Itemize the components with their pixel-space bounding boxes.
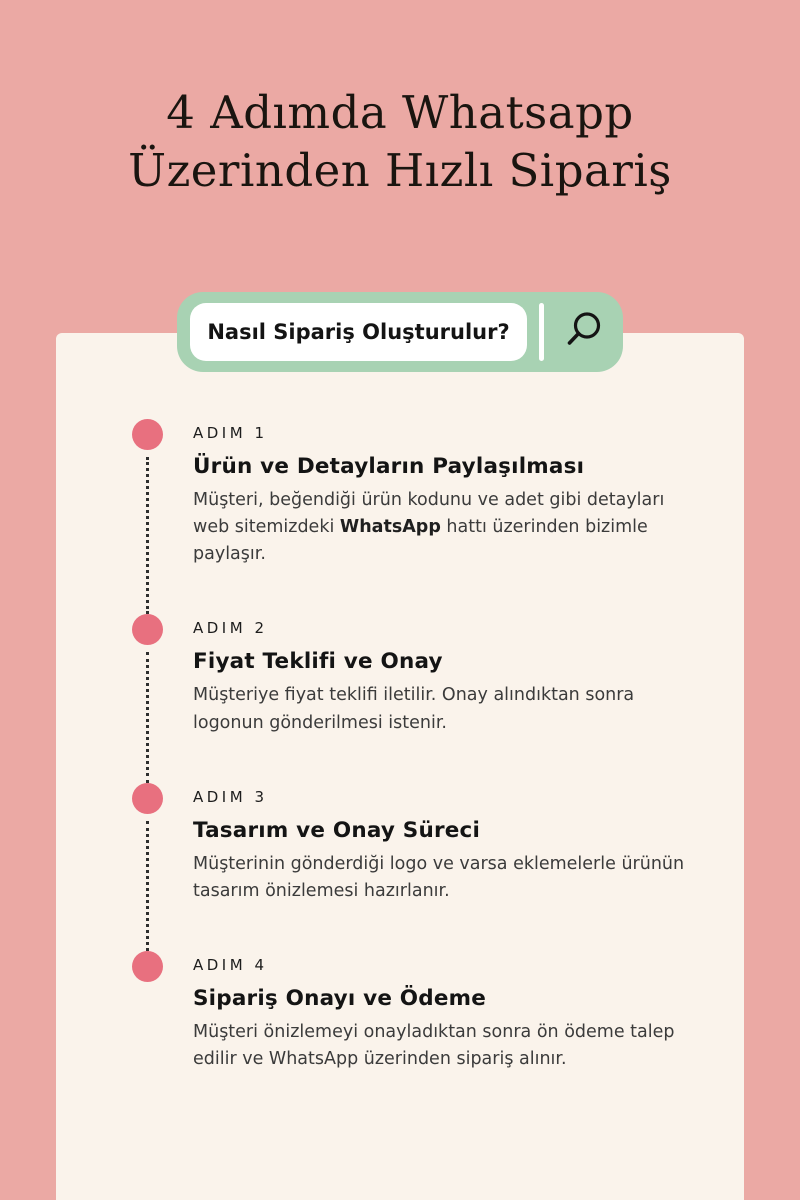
step-3-body	[193, 851, 690, 951]
steps-timeline	[56, 333, 744, 1103]
step-4-title: Sipariş Onayı ve Ödeme	[193, 985, 487, 1011]
step-3-marker	[131, 783, 163, 951]
step-4-marker	[131, 951, 163, 1073]
search-input[interactable]: Nasıl Sipariş Oluşturulur?	[190, 303, 527, 361]
timeline-dot	[132, 419, 163, 450]
search-button[interactable]	[556, 303, 610, 361]
page-title	[0, 84, 800, 199]
step-3-body-text: Müşterinin gönderdiği logo ve varsa eklemelerle ürünün tasarım önizlemesi hazırlanır.	[193, 853, 685, 901]
step-2-body	[193, 682, 690, 782]
step-1	[131, 419, 690, 614]
step-4-label: ADIM 4	[193, 955, 268, 974]
timeline-dotted-line	[146, 457, 149, 614]
timeline-dot	[132, 614, 163, 645]
step-1-label: ADIM 1	[193, 424, 268, 442]
page-title-line-2: Üzerinden Hızlı Sipariş	[128, 143, 672, 197]
step-3	[131, 783, 690, 951]
timeline-dot	[132, 951, 163, 982]
step-3-label: ADIM 3	[193, 787, 268, 806]
content-panel	[56, 333, 744, 1200]
timeline-dotted-line	[146, 821, 149, 951]
step-4-body-text: Müşteri önizlemeyi onayladıktan sonra ön ödeme talep edilir ve WhatsApp üzerinden sipariş alınır.	[193, 1021, 675, 1069]
step-1-marker	[131, 419, 163, 614]
page-title-line-1: 4 Adımda Whatsapp	[166, 86, 634, 139]
step-2	[131, 614, 690, 782]
timeline-dotted-line	[146, 652, 149, 782]
step-1-body-text-2: hattı üzerinden bizimle paylaşır.	[193, 517, 648, 565]
search-icon	[561, 309, 605, 356]
step-1-body	[193, 487, 690, 614]
step-1-body-bold: WhatsApp	[339, 517, 441, 538]
step-2-marker	[131, 614, 163, 782]
timeline-dot	[132, 783, 163, 814]
step-3-title: Tasarım ve Onay Süreci	[193, 817, 481, 843]
step-2-body-text: Müşteriye fiyat teklifi iletilir. Onay alındıktan sonra logonun gönderilmesi istenir.	[193, 685, 635, 733]
search-divider	[539, 303, 544, 361]
step-1-body-text: Müşteri, beğendiği ürün kodunu ve adet gibi detayları web sitemizdeki	[193, 490, 665, 538]
step-4	[131, 951, 690, 1073]
step-4-body	[193, 1019, 690, 1073]
step-1-title: Ürün ve Detayların Paylaşılması	[193, 454, 585, 479]
search-bar	[177, 292, 623, 372]
step-2-label: ADIM 2	[193, 619, 268, 638]
step-2-title: Fiyat Teklifi ve Onay	[193, 649, 443, 675]
